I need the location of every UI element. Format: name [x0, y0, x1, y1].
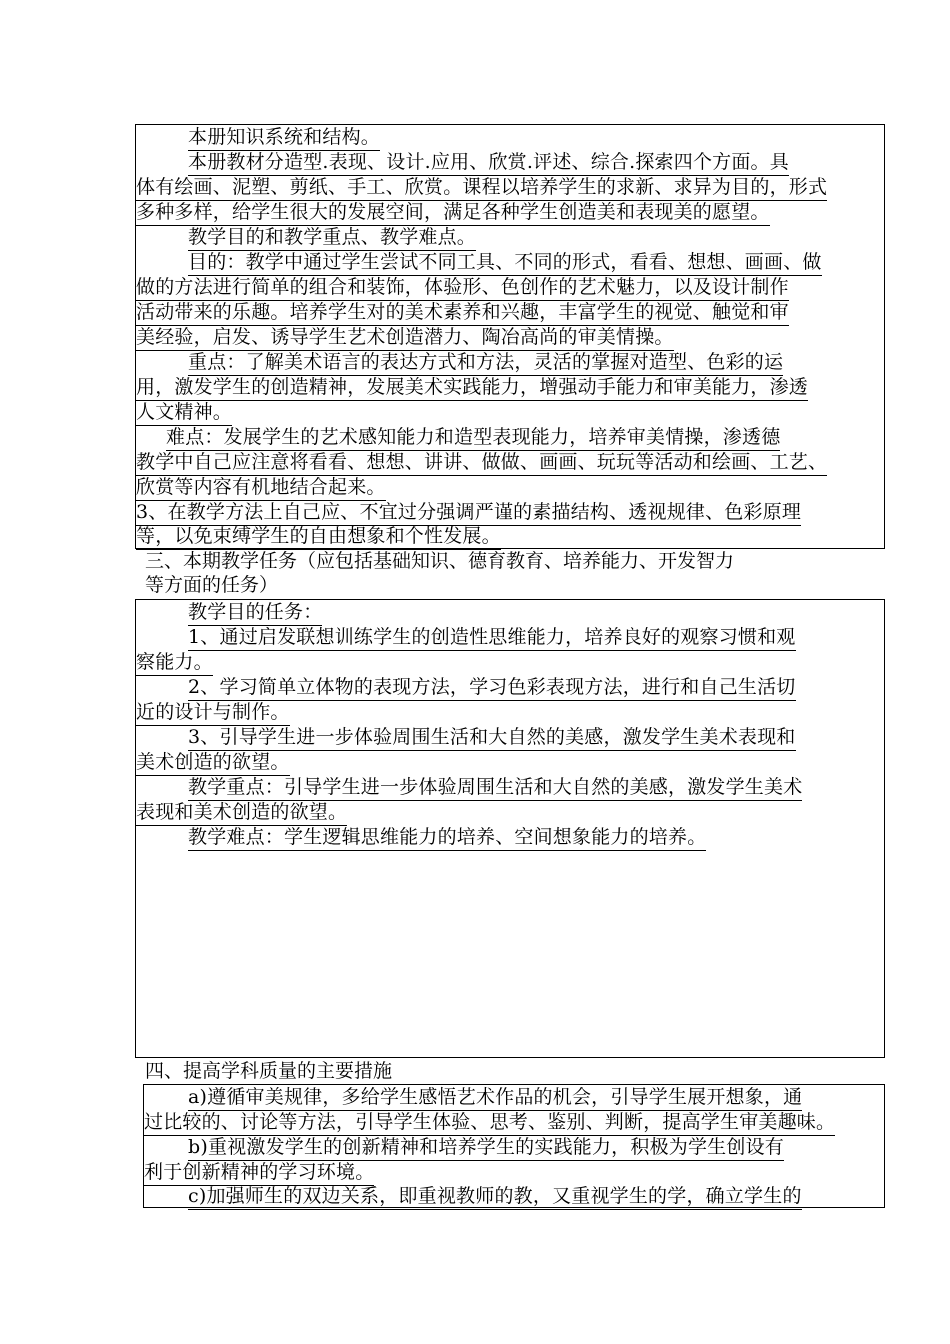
text-line: 教学重点：引导学生进一步体验周围生活和大自然的美感，激发学生美术 — [188, 775, 802, 801]
section4-heading: 四、提高学科质量的主要措施 — [145, 1060, 393, 1082]
text-line: 本册教材分造型.表现、设计.应用、欣赏.评述、综合.探索四个方面。具 — [188, 150, 789, 176]
text-line: 用，激发学生的创造精神，发展美术实践能力，增强动手能力和审美能力，渗透 — [136, 375, 808, 401]
text-line: 多种多样，给学生很大的发展空间，满足各种学生创造美和表现美的愿望。 — [136, 200, 770, 226]
text-line: 3、引导学生进一步体验周围生活和大自然的美感，激发学生美术表现和 — [188, 725, 796, 751]
text-line: 教学难点：学生逻辑思维能力的培养、空间想象能力的培养。 — [188, 825, 706, 851]
text-line: 欣赏等内容有机地结合起来。 — [136, 475, 386, 501]
text-line: 目的：教学中通过学生尝试不同工具、不同的形式，看看、想想、画画、做 — [188, 250, 822, 276]
text-line: 表现和美术创造的欲望。 — [136, 800, 347, 826]
text-line: a)遵循审美规律，多给学生感悟艺术作品的机会，引导学生展开想象，通 — [188, 1085, 802, 1111]
section3-heading-continued: 等方面的任务） — [145, 574, 279, 596]
text-line: 人文精神。 — [136, 400, 232, 426]
text-line: 3、在教学方法上自己应、不宜过分强调严谨的素描结构、透视规律、色彩原理 — [136, 500, 801, 526]
text-line: 利于创新精神的学习环境。 — [144, 1160, 374, 1186]
section3-heading: 三、本期教学任务（应包括基础知识、德育教育、培养能力、开发智力 — [145, 550, 735, 572]
text-line: 难点：发展学生的艺术感知能力和造型表现能力，培养审美情操，渗透德 — [166, 425, 780, 451]
text-line: 教学中自己应注意将看看、想想、讲讲、做做、画画、玩玩等活动和绘画、工艺、 — [136, 450, 827, 476]
text-line: 察能力。 — [136, 650, 213, 676]
text-line: c)加强师生的双边关系，即重视教师的教，又重视学生的学，确立学生的 — [188, 1184, 802, 1210]
text-line: 过比较的、讨论等方法，引导学生体验、思考、鉴别、判断，提高学生审美趣味。 — [144, 1110, 835, 1136]
text-line: 做的方法进行简单的组合和装饰，体验形、色创作的艺术魅力，以及设计制作 — [136, 275, 789, 301]
text-line: 体有绘画、泥塑、剪纸、手工、欣赏。课程以培养学生的求新、求异为目的，形式 — [136, 175, 827, 201]
text-line: 本册知识系统和结构。 — [188, 125, 380, 151]
text-line: 1、通过启发联想训练学生的创造性思维能力，培养良好的观察习惯和观 — [188, 625, 796, 651]
text-line: 教学目的和教学重点、教学难点。 — [188, 225, 476, 251]
text-line: b)重视激发学生的创新精神和培养学生的实践能力，积极为学生创设有 — [188, 1135, 784, 1161]
text-line: 美经验，启发、诱导学生艺术创造潜力、陶冶高尚的审美情操。 — [136, 325, 674, 351]
text-line: 重点：了解美术语言的表达方式和方法，灵活的掌握对造型、色彩的运 — [188, 350, 783, 376]
text-line: 教学目的任务： — [188, 600, 322, 626]
text-line: 活动带来的乐趣。培养学生对的美术素养和兴趣，丰富学生的视觉、触觉和审 — [136, 300, 789, 326]
text-line: 近的设计与制作。 — [136, 700, 290, 726]
text-line: 等，以免束缚学生的自由想象和个性发展。 — [136, 524, 501, 550]
text-line: 2、学习简单立体物的表现方法，学习色彩表现方法，进行和自己生活切 — [188, 675, 796, 701]
text-line: 美术创造的欲望。 — [136, 750, 290, 776]
